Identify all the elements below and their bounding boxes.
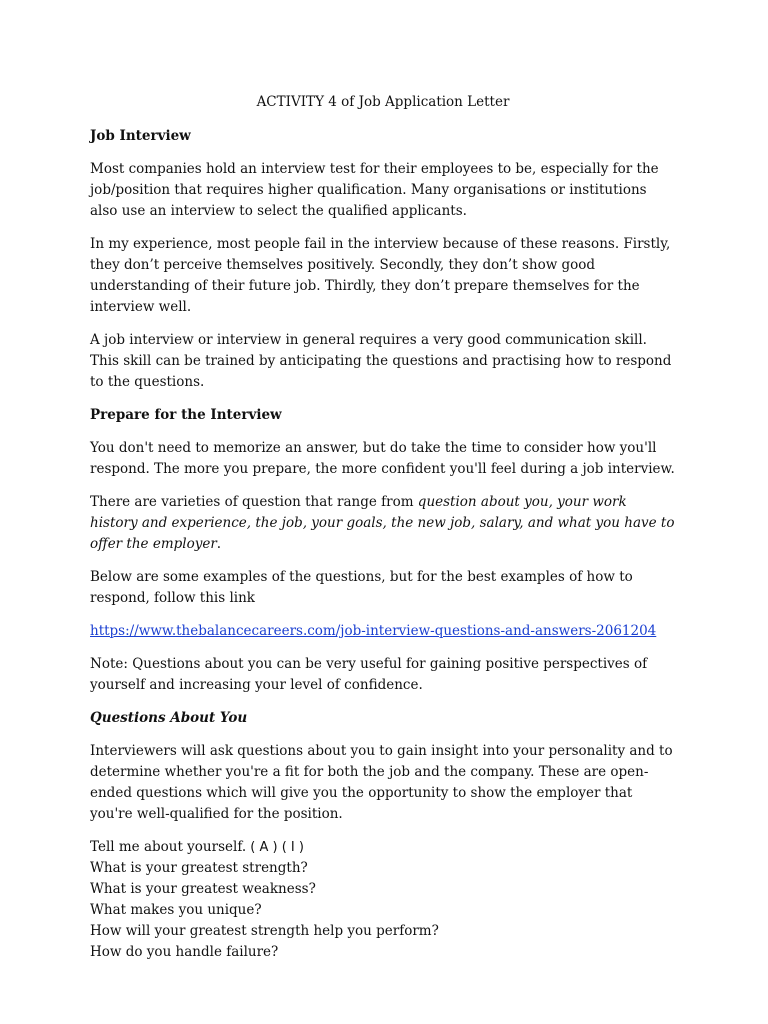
paragraph-5-italic: question about you, your work history and experience, the job, your goals, the new job, salary, and what you have to offer the employer — [90, 494, 675, 552]
list-item: What is your greatest strength? — [90, 860, 308, 876]
paragraph-5-suffix: . — [216, 536, 222, 552]
heading-prepare: Prepare for the Interview — [90, 407, 282, 423]
question-1-tags: ( A ) ( I ) — [246, 840, 304, 855]
paragraph-5-prefix: There are varieties of question that range from — [90, 494, 418, 510]
paragraph-7: Interviewers will ask questions about you to gain insight into your personality and to determine whether you're a fit for both the job and the company. These are open-ended questions which will give you the opportunity to show the employer that you're well-qualified for the position. — [90, 743, 673, 822]
paragraph-4: You don't need to memorize an answer, but do take the time to consider how you'll respond. The more you prepare, the more confident you'll feel during a job interview. — [90, 440, 675, 477]
list-item: How do you handle failure? — [90, 944, 279, 960]
note-paragraph: Note: Questions about you can be very useful for gaining positive perspectives of yourself and increasing your level of confidence. — [90, 656, 648, 693]
document-title: ACTIVITY 4 of Job Application Letter — [256, 94, 510, 110]
list-item: What makes you unique? — [90, 902, 262, 918]
paragraph-3: A job interview or interview in general requires a very good communication skill. This skill can be trained by anticipating the questions and practising how to respond to the questions. — [90, 332, 672, 390]
question-1: Tell me about yourself. — [90, 839, 247, 855]
heading-job-interview: Job Interview — [90, 128, 191, 144]
list-item: How will your greatest strength help you perform? — [90, 923, 439, 939]
questions-list — [90, 837, 676, 963]
paragraph-6: Below are some examples of the questions, but for the best examples of how to respond, follow this link — [90, 569, 633, 606]
list-item — [90, 837, 676, 858]
list-item: What is your greatest weakness? — [90, 881, 316, 897]
paragraph-5 — [90, 492, 676, 555]
paragraph-2: In my experience, most people fail in the interview because of these reasons. Firstly, they don’t perceive themselves positively. Secondly, they don’t show good understanding of their future job. Thirdly, they don’t prepare themselves for the interview well. — [90, 236, 671, 315]
heading-questions-about-you: Questions About You — [90, 710, 248, 726]
interview-questions-link[interactable]: https://www.thebalancecareers.com/job-interview-questions-and-answers-2061204 — [90, 623, 657, 639]
paragraph-1: Most companies hold an interview test for their employees to be, especially for the job/position that requires higher qualification. Many organisations or institutions also use an interview to select the qualified applicants. — [90, 161, 659, 219]
